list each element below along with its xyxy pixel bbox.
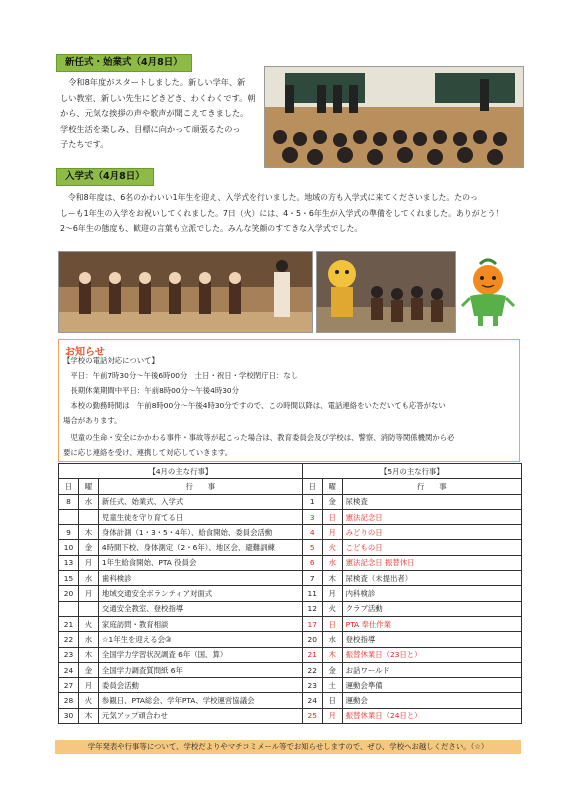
may-day: 1 (302, 494, 322, 509)
schedule-month-row (59, 464, 522, 479)
april-event: 身体計測（1・3・5・4年）、給食開始、委員会活動 (98, 525, 302, 540)
may-event: PTA 奉仕作業 (342, 616, 521, 631)
may-day: 3 (302, 509, 322, 524)
notice-line: 長期休業期間中平日：午前8時00分〜午後4時30分 (63, 386, 240, 395)
classroom-ceremony-photo (264, 66, 524, 168)
may-weekday: 土 (322, 678, 342, 693)
may-event: 運動会 (342, 693, 521, 708)
may-day: 5 (302, 540, 322, 555)
may-weekday: 火 (322, 601, 342, 616)
april-day: 23 (59, 647, 79, 662)
april-day: 9 (59, 525, 79, 540)
col-day: 日 (302, 479, 322, 494)
april-day: 30 (59, 708, 79, 723)
may-day: 20 (302, 632, 322, 647)
april-event: 地域交通安全ボランティア対面式 (98, 586, 302, 601)
april-weekday: 火 (78, 616, 98, 631)
col-event: 行 事 (342, 479, 521, 494)
may-event: 憲法記念日 振替休日 (342, 555, 521, 570)
april-event: 家庭訪問・教育相談 (98, 616, 302, 631)
april-event: 参観日、PTA総会、学年PTA、学校運営協議会 (98, 693, 302, 708)
april-weekday: 金 (78, 662, 98, 677)
may-event: 内科検診 (342, 586, 521, 601)
april-day: 8 (59, 494, 79, 509)
may-day: 7 (302, 571, 322, 586)
may-weekday: 月 (322, 525, 342, 540)
may-weekday: 月 (322, 708, 342, 723)
april-event: 委員会活動 (98, 678, 302, 693)
section-title-entrance-ceremony: 入学式（4月8日） (56, 168, 154, 186)
table-row (59, 525, 522, 540)
april-day: 22 (59, 632, 79, 647)
april-day (59, 601, 79, 616)
table-row (59, 494, 522, 509)
table-row (59, 571, 522, 586)
april-weekday: 火 (78, 693, 98, 708)
may-day: 12 (302, 601, 322, 616)
table-row (59, 540, 522, 555)
col-weekday: 曜 (78, 479, 98, 494)
may-weekday: 木 (322, 571, 342, 586)
april-weekday: 木 (78, 525, 98, 540)
april-weekday (78, 509, 98, 524)
april-weekday: 月 (78, 555, 98, 570)
april-weekday: 木 (78, 708, 98, 723)
april-event: 児童生徒を守り育てる日 (98, 509, 302, 524)
may-day: 22 (302, 662, 322, 677)
col-event: 行 事 (98, 479, 302, 494)
may-event: みどりの日 (342, 525, 521, 540)
may-event: 振替休業日（23日と） (342, 647, 521, 662)
table-row (59, 708, 522, 723)
may-event: 振替休業日（24日と） (342, 708, 521, 723)
april-event: 歯科検診 (98, 571, 302, 586)
april-day (59, 509, 79, 524)
entrance-ceremony-photo-2 (316, 251, 456, 333)
mascot-tanosshii (460, 256, 516, 330)
may-event: 登校指導 (342, 632, 521, 647)
table-row (59, 616, 522, 631)
may-event: クラブ活動 (342, 601, 521, 616)
may-weekday: 水 (322, 632, 342, 647)
april-event: 全国学力調査質問紙 6年 (98, 662, 302, 677)
notice-line: 場合があります。 (63, 416, 122, 425)
may-weekday: 木 (322, 647, 342, 662)
april-weekday: 水 (78, 494, 98, 509)
table-row (59, 632, 522, 647)
entrance-ceremony-photo-1 (58, 251, 313, 333)
april-event: 4時間下校、身体測定（2・6年）、地区会、避難訓練 (98, 540, 302, 555)
april-weekday: 月 (78, 678, 98, 693)
table-row (59, 662, 522, 677)
april-day: 20 (59, 586, 79, 601)
notice-line: 要に応じ連絡を受け、連携して対応していきます。 (63, 448, 233, 457)
schedule-header-row (59, 479, 522, 494)
april-weekday: 水 (78, 571, 98, 586)
may-event: こどもの日 (342, 540, 521, 555)
may-weekday: 月 (322, 586, 342, 601)
april-day: 24 (59, 662, 79, 677)
april-weekday: 水 (78, 632, 98, 647)
may-weekday: 金 (322, 662, 342, 677)
may-day: 21 (302, 647, 322, 662)
may-day: 17 (302, 616, 322, 631)
april-event: 新任式、始業式、入学式 (98, 494, 302, 509)
april-day: 15 (59, 571, 79, 586)
section-title-opening-ceremony: 新任式・始業式（4月8日） (56, 54, 192, 72)
april-weekday: 金 (78, 540, 98, 555)
april-title: 【4月の主な行事】 (59, 464, 303, 479)
april-day: 13 (59, 555, 79, 570)
april-event: 全国学力学習状況調査 6年（国、算） (98, 647, 302, 662)
april-day: 10 (59, 540, 79, 555)
april-day: 28 (59, 693, 79, 708)
may-event: 尿検査（未提出者） (342, 571, 521, 586)
table-row (59, 509, 522, 524)
may-event: 尿検査 (342, 494, 521, 509)
table-row (59, 586, 522, 601)
may-weekday: 金 (322, 494, 342, 509)
table-row (59, 601, 522, 616)
may-day: 11 (302, 586, 322, 601)
notice-line: 児童の生命・安全にかかわる事件・事故等が起こった場合は、教育委員会及び学校は、警察、消防等関係機関から必 (63, 433, 455, 442)
april-event: ☆1年生を迎える会③ (98, 632, 302, 647)
entrance-ceremony-text: 令和8年度は、6名のかわいい1年生を迎え、入学式を行いました。地域の方も入学式に来てくださいました。たのっ しーも1年生の入学をお祝いしてくれました。7日（火）には、4・5・6年生が入学式の準備をしてくれました。ありがとう！ 2〜6年生の態度も、歓迎の言葉も立派でした。みんな笑顔のすてきな入学式でした。 (60, 193, 504, 233)
may-title: 【5月の主な行事】 (302, 464, 521, 479)
notice-line: 平日：午前7時30分〜午後6時00分 土日・祝日・学校閉庁日：なし (63, 371, 299, 380)
may-day: 23 (302, 678, 322, 693)
notice-title: お知らせ (65, 347, 105, 358)
footer-note: 学年発表や行事等について、学校だよりやマチコミメール等でお知らせしますので、ぜひ、学校へお越しください。（☆） (55, 740, 521, 754)
april-day: 21 (59, 616, 79, 631)
opening-ceremony-text: 令和8年度がスタートしました。新しい学年、新 しい教室、新しい先生にどきどき、わくわくです。朝 から、元気な挨拶の声や歌声が聞こえてきました。 学校生活を楽しみ、目標に向かって頑張るたのっ 子たちです。 (60, 77, 256, 149)
notice-line: 【学校の電話対応について】 (63, 356, 159, 365)
may-event: 運動会準備 (342, 678, 521, 693)
may-day: 4 (302, 525, 322, 540)
table-row (59, 647, 522, 662)
april-weekday: 木 (78, 647, 98, 662)
april-day: 27 (59, 678, 79, 693)
may-day: 25 (302, 708, 322, 723)
col-weekday: 曜 (322, 479, 342, 494)
april-event: 1年生給食開始、PTA 役員会 (98, 555, 302, 570)
table-row (59, 693, 522, 708)
may-weekday: 日 (322, 616, 342, 631)
col-day: 日 (59, 479, 79, 494)
may-weekday: 火 (322, 540, 342, 555)
may-weekday: 日 (322, 693, 342, 708)
table-row (59, 555, 522, 570)
schedule-table (58, 463, 522, 724)
may-event: 憲法記念日 (342, 509, 521, 524)
table-row (59, 678, 522, 693)
notice-line: 本校の勤務時間は 午前8時00分〜午後4時30分ですので、この時間以降は、電話連絡をいただいても応答がない (63, 401, 446, 410)
may-event: お話ワールド (342, 662, 521, 677)
may-day: 24 (302, 693, 322, 708)
april-event: 元気アップ頑合わせ (98, 708, 302, 723)
may-day: 6 (302, 555, 322, 570)
may-weekday: 水 (322, 555, 342, 570)
may-weekday: 日 (322, 509, 342, 524)
april-weekday: 月 (78, 586, 98, 601)
april-event: 交通安全教室、登校指導 (98, 601, 302, 616)
notice-box (58, 339, 520, 462)
april-weekday (78, 601, 98, 616)
